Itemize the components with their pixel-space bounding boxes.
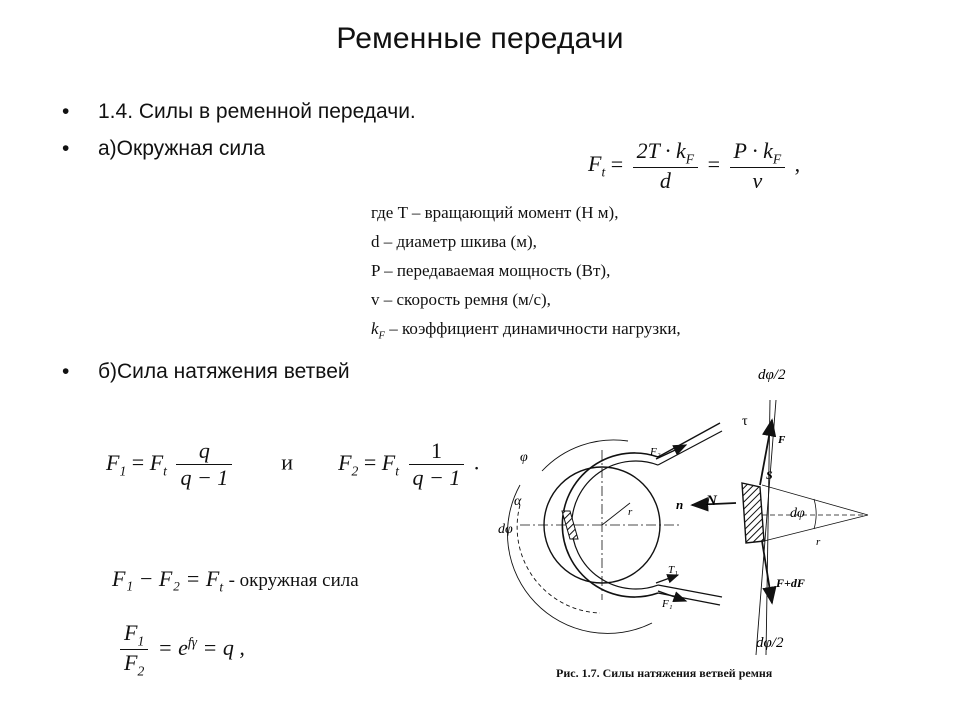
definition-power: P – передаваемая мощность (Вт), — [371, 261, 611, 280]
bullet-circumferential-force — [62, 137, 265, 161]
label-tau: τ — [742, 414, 748, 429]
definition-dynamic-factor: $k_F$ – коэффициент динамичности нагрузки, — [371, 319, 681, 342]
label-s: S — [766, 468, 773, 482]
label-f-plus-df: F+dF — [776, 576, 805, 590]
definition-speed: v – скорость ремня (м/с), — [371, 290, 551, 309]
label-alpha: α — [514, 494, 522, 509]
bullet-marker: • — [62, 360, 70, 383]
fraction-power: $\frac{P \cdot k_F}{v}$ — [730, 138, 786, 194]
formula-euler-ratio: $\frac{F_1}{F_2}$ = $e^{f\gamma} = q$ , — [116, 620, 245, 680]
formula-difference: $F_1 - F_2 = F_t$ - окружная сила — [112, 566, 359, 595]
fraction-tension-ratio: $\frac{F_1}{F_2}$ — [120, 620, 148, 680]
label-r-left: r — [628, 506, 633, 518]
bullet-circumferential-force-text: а)Окружная сила — [98, 137, 266, 160]
formula-branch-tensions: $F_1 = F_t$ $\frac{q}{q - 1}$ и $F_2 = F_t$ $\frac{1}{q - 1}$ . — [106, 438, 480, 490]
fraction-one: $\frac{1}{q - 1}$ — [409, 438, 465, 491]
label-phi: φ — [520, 450, 528, 465]
bullet-marker: • — [62, 100, 70, 123]
label-dphi-right: dφ — [790, 506, 805, 521]
formula-lhs: $F_t$ — [588, 151, 606, 180]
fraction-torque: $\frac{2T \cdot k_F}{d}$ — [633, 138, 698, 194]
bullet-tension-forces — [62, 360, 350, 384]
bullet-marker: • — [62, 137, 70, 160]
variable-definitions — [371, 198, 681, 350]
conjunction: и — [281, 449, 294, 475]
definition-diameter: d – диаметр шкива (м), — [371, 232, 537, 251]
label-t1: T₁ — [668, 564, 678, 576]
bullet-forces — [62, 100, 416, 124]
bullet-forces-text: 1.4. Силы в ременной передачи. — [98, 100, 416, 123]
label-normal-force: N — [706, 493, 717, 509]
fraction-q: $\frac{q}{q - 1}$ — [176, 438, 232, 491]
label-dphi-half-bottom: dφ/2 — [756, 635, 784, 651]
label-dphi-left: dφ — [498, 522, 513, 537]
slide-title: Ременные передачи — [336, 22, 624, 55]
figure-caption: Рис. 1.7. Силы натяжения ветвей ремня — [556, 666, 773, 680]
label-r-right: r — [816, 536, 821, 548]
formula-circumferential-force: $F_t$ = $\frac{2T \cdot k_F}{d}$ = $\frac{P \cdot k_F}{v}$ , — [588, 138, 801, 194]
belt — [562, 423, 722, 605]
definition-torque: где T – вращающий момент (Н м), — [371, 203, 619, 222]
label-f2: F₂ — [650, 446, 661, 458]
label-f: F — [778, 434, 786, 446]
difference-note: - окружная сила — [228, 570, 359, 591]
label-dphi-half-top: dφ/2 — [758, 367, 786, 383]
belt-forces-diagram — [480, 355, 880, 685]
bullet-tension-forces-text: б)Сила натяжения ветвей — [98, 360, 350, 383]
label-f1: F₁ — [662, 598, 673, 610]
label-n: n — [676, 497, 684, 512]
